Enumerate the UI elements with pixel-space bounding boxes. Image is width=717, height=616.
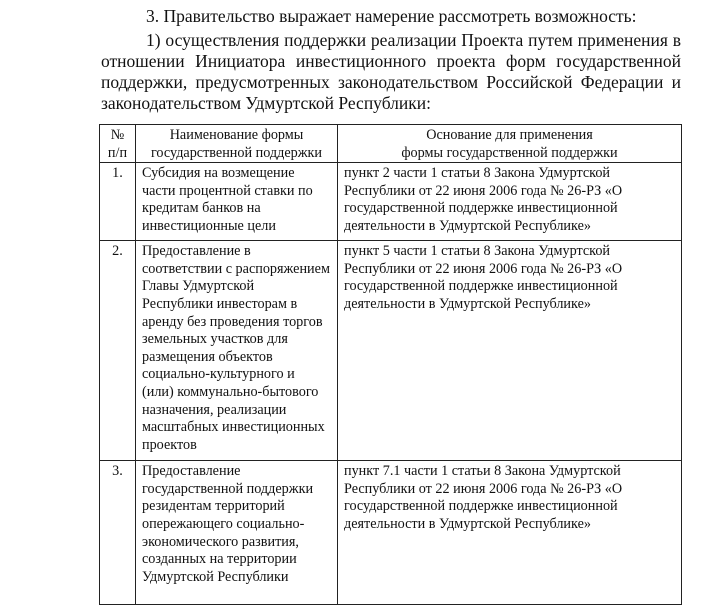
paragraph-line-1: 3. Правительство выражает намерение рассмотреть возможность: <box>146 6 637 26</box>
paragraph-line-2: 1) осуществления поддержки реализации Проекта путем применения в <box>146 30 681 50</box>
row-number: 2. <box>100 241 136 461</box>
row-basis: пункт 7.1 части 1 статьи 8 Закона Удмуртской Республики от 22 июня 2006 года № 26-РЗ «О государственной поддержке инвестиционной деятельности в Удмуртской Республике» <box>338 461 682 605</box>
support-forms-table <box>99 124 682 605</box>
paragraph-line-5: законодательством Удмуртской Республики: <box>101 93 431 113</box>
row-basis: пункт 2 части 1 статьи 8 Закона Удмуртской Республики от 22 июня 2006 года № 26-РЗ «О государственной поддержке инвестиционной деятельности в Удмуртской Республике» <box>338 163 682 241</box>
row-form-name: Субсидия на возмещение части процентной ставки по кредитам банков на инвестиционные цели <box>136 163 338 241</box>
row-basis: пункт 5 части 1 статьи 8 Закона Удмуртской Республики от 22 июня 2006 года № 26-РЗ «О государственной поддержке инвестиционной деятельности в Удмуртской Республике» <box>338 241 682 461</box>
table-header-row <box>100 125 682 163</box>
row-form-name: Предоставление государственной поддержки резидентам территорий опережающего социально- экономического развития, созданных на территории Удмуртской Республики <box>136 461 338 605</box>
table-row <box>100 461 682 605</box>
row-number: 1. <box>100 163 136 241</box>
paragraph-line-4: поддержки, предусмотренных законодательством Российской Федерации и <box>101 72 681 92</box>
paragraph-line-3: отношении Инициатора инвестиционного проекта форм государственной <box>101 51 681 71</box>
header-form-name: Наименование формы государственной поддержки <box>136 125 338 163</box>
row-form-name: Предоставление в соответствии с распоряжением Главы Удмуртской Республики инвесторам в аренду без проведения торгов земельных участков для размещения объектов социально-культурного и (или) коммунально-бытового назначения, реализации масштабных инвестиционных проектов <box>136 241 338 461</box>
table-row <box>100 163 682 241</box>
header-number: № п/п <box>100 125 136 163</box>
row-number: 3. <box>100 461 136 605</box>
header-basis: Основание для применения формы государственной поддержки <box>338 125 682 163</box>
table-row <box>100 241 682 461</box>
